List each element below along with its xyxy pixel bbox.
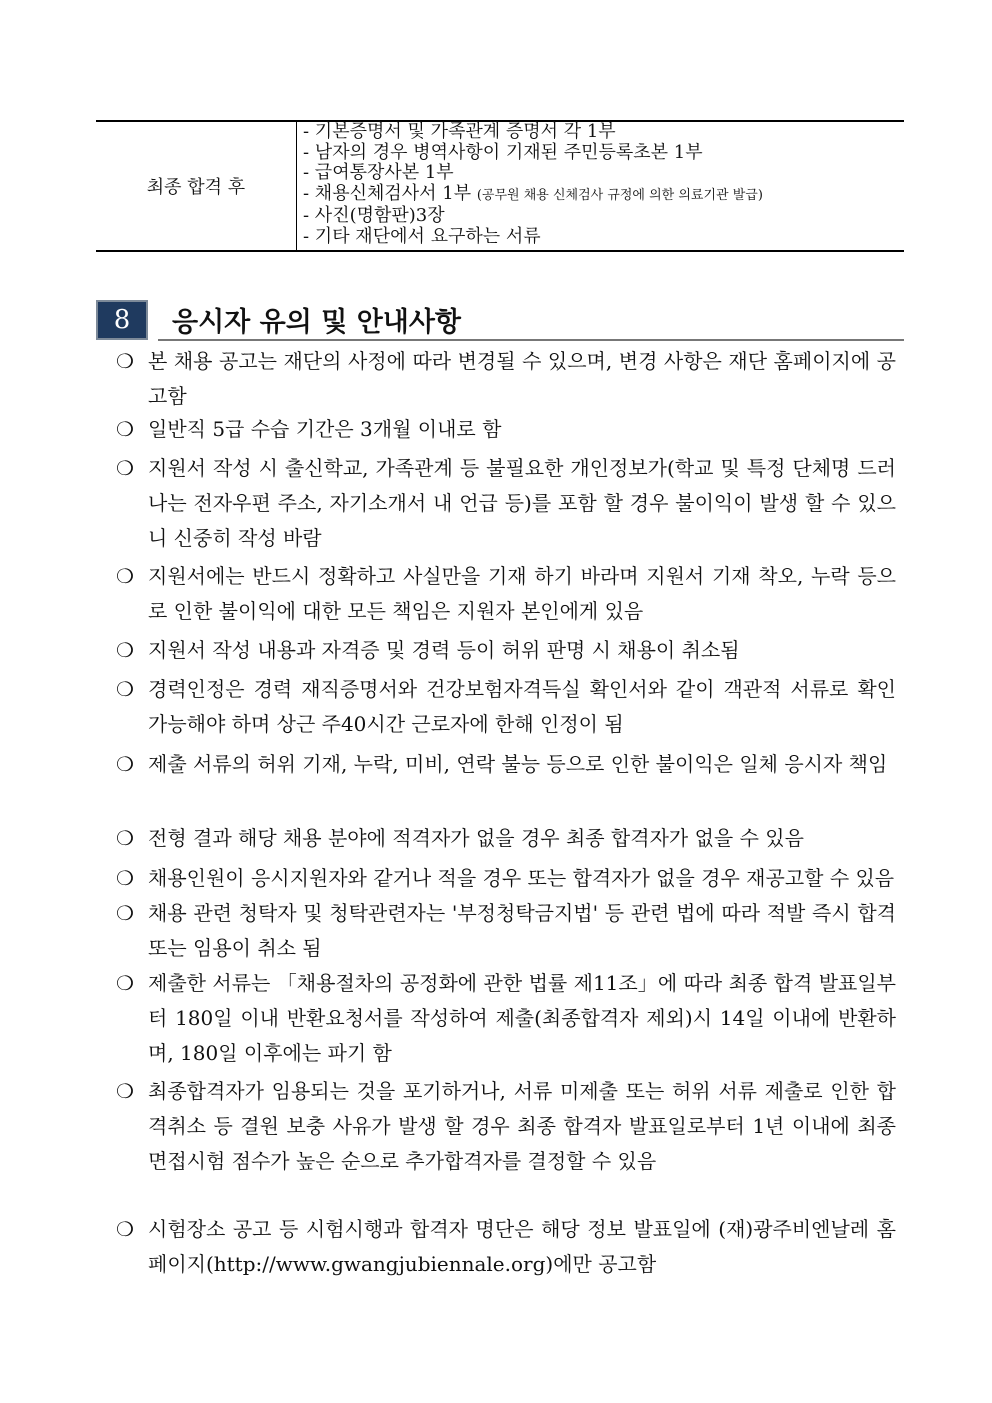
stage-label: 최종 합격 후 bbox=[96, 122, 297, 250]
doc-item: - 사진(명함판)3장 bbox=[303, 205, 445, 226]
notice-item bbox=[116, 821, 896, 856]
notice-text: 본 채용 공고는 재단의 사정에 따라 변경될 수 있으며, 변경 사항은 재단 홈페이지에 공고함 bbox=[148, 349, 896, 408]
circle-bullet-icon: ❍ bbox=[116, 564, 134, 588]
circle-bullet-icon: ❍ bbox=[116, 752, 134, 776]
circle-bullet-icon: ❍ bbox=[116, 417, 134, 441]
circle-bullet-icon: ❍ bbox=[116, 1217, 134, 1241]
section-divider bbox=[158, 339, 904, 341]
document-list bbox=[297, 122, 904, 250]
notice-text: 전형 결과 해당 채용 분야에 적격자가 없을 경우 최종 합격자가 없을 수 있음 bbox=[148, 826, 804, 850]
circle-bullet-icon: ❍ bbox=[116, 1079, 134, 1103]
circle-bullet-icon: ❍ bbox=[116, 866, 134, 890]
notice-text: 시험장소 공고 등 시험시행과 합격자 명단은 해당 정보 발표일에 (재)광주비엔날레 홈페이지(http://www.gwangjubiennale.org)에만 공고함 bbox=[148, 1217, 896, 1276]
notice-text: 지원서 작성 시 출신학교, 가족관계 등 불필요한 개인정보가(학교 및 특정 단체명 드러나는 전자우편 주소, 자기소개서 내 언급 등)를 포함 할 경우 불이익이 발생 할 수 있으니 신중히 작성 바람 bbox=[148, 456, 896, 550]
doc-item: - 남자의 경우 병역사항이 기재된 주민등록초본 1부 bbox=[303, 141, 703, 163]
doc-item bbox=[303, 184, 898, 207]
notice-item bbox=[116, 966, 896, 1071]
notice-item bbox=[116, 861, 896, 896]
circle-bullet-icon: ❍ bbox=[116, 971, 134, 995]
notice-item bbox=[116, 559, 896, 629]
notice-item bbox=[116, 1212, 896, 1282]
required-documents-table bbox=[96, 120, 904, 252]
doc-note: (공무원 채용 신체검사 규정에 의한 의료기관 발급) bbox=[476, 187, 763, 203]
notice-item bbox=[116, 896, 896, 966]
circle-bullet-icon: ❍ bbox=[116, 638, 134, 662]
notice-text: 지원서에는 반드시 정확하고 사실만을 기재 하기 바라며 지원서 기재 착오, 누락 등으로 인한 불이익에 대한 모든 책임은 지원자 본인에게 있음 bbox=[148, 564, 896, 623]
notice-item bbox=[116, 672, 896, 742]
notice-text: 지원서 작성 내용과 자격증 및 경력 등이 허위 판명 시 채용이 취소됨 bbox=[148, 638, 740, 662]
doc-item: - 기타 재단에서 요구하는 서류 bbox=[303, 225, 541, 247]
notice-item bbox=[116, 747, 896, 782]
circle-bullet-icon: ❍ bbox=[116, 349, 134, 373]
notice-text: 채용인원이 응시지원자와 같거나 적을 경우 또는 합격자가 없을 경우 재공고할 수 있음 bbox=[148, 866, 895, 890]
circle-bullet-icon: ❍ bbox=[116, 826, 134, 850]
notice-item bbox=[116, 451, 896, 556]
doc-item: - 급여통장사본 1부 bbox=[303, 162, 454, 183]
doc-item-text: - 채용신체검사서 1부 bbox=[303, 182, 472, 204]
section-title: 응시자 유의 및 안내사항 bbox=[172, 307, 462, 338]
notice-item bbox=[116, 1074, 896, 1179]
notice-item bbox=[116, 412, 896, 447]
circle-bullet-icon: ❍ bbox=[116, 456, 134, 480]
circle-bullet-icon: ❍ bbox=[116, 677, 134, 701]
notice-text: 일반직 5급 수습 기간은 3개월 이내로 함 bbox=[148, 417, 502, 441]
notice-item bbox=[116, 633, 896, 668]
notice-item bbox=[116, 344, 896, 414]
notice-text: 제출한 서류는 「채용절차의 공정화에 관한 법률 제11조」에 따라 최종 합격 발표일부터 180일 이내 반환요청서를 작성하여 제출(최종합격자 제외)시 14일 이내에 반환하며, 180일 이후에는 파기 함 bbox=[148, 971, 896, 1065]
circle-bullet-icon: ❍ bbox=[116, 901, 134, 925]
notice-text: 제출 서류의 허위 기재, 누락, 미비, 연락 불능 등으로 인한 불이익은 일체 응시자 책임 bbox=[148, 752, 888, 776]
doc-item: - 기본증명서 및 가족관계 증명서 각 1부 bbox=[303, 121, 616, 142]
notice-text: 채용 관련 청탁자 및 청탁관련자는 '부정청탁금지법' 등 관련 법에 따라 적발 즉시 합격 또는 임용이 취소 됨 bbox=[148, 901, 896, 960]
notice-text: 경력인정은 경력 재직증명서와 건강보험자격득실 확인서와 같이 객관적 서류로 확인 가능해야 하며 상근 주40시간 근로자에 한해 인정이 됨 bbox=[148, 677, 896, 736]
section-number: 8 bbox=[96, 300, 148, 340]
notice-text: 최종합격자가 임용되는 것을 포기하거나, 서류 미제출 또는 허위 서류 제출로 인한 합격취소 등 결원 보충 사유가 발생 할 경우 최종 합격자 발표일로부터 1년 이내에 최종 면접시험 점수가 높은 순으로 추가합격자를 결정할 수 있음 bbox=[148, 1079, 896, 1173]
